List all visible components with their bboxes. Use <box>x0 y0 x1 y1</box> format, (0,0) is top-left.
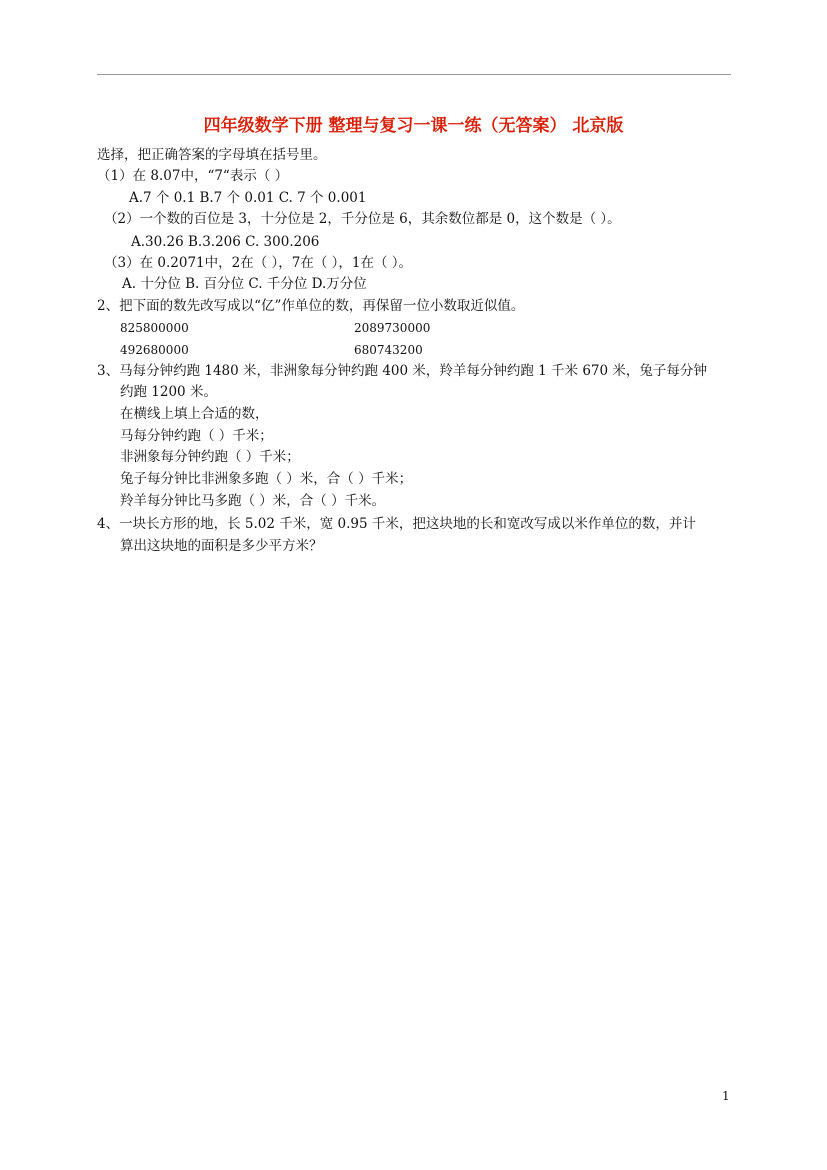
question-2-options: A.30.26 B.3.206 C. 300.206 <box>131 234 320 250</box>
fill-blank-line: 马每分钟约跑（ ）千米； <box>120 428 273 444</box>
number-item: 2089730000 <box>354 321 431 335</box>
section3-stem-line2: 约跑 1200 米。 <box>120 384 217 400</box>
number-item: 492680000 <box>120 343 189 357</box>
number-item: 680743200 <box>354 343 423 357</box>
question-3-stem: （3）在 0.2071中，2在（ ），7在（ ），1在（ ）。 <box>104 255 413 271</box>
section1-instruction: 选择，把正确答案的字母填在括号里。 <box>97 147 327 163</box>
fill-blank-line: 兔子每分钟比非洲象多跑（ ）米，合（ ）千米； <box>120 471 413 487</box>
section3-instruction: 在横线上填上合适的数， <box>120 406 269 422</box>
number-item: 825800000 <box>120 321 189 335</box>
page-number: 1 <box>722 1089 730 1103</box>
section3-stem-line1: 3、马每分钟约跑 1480 米，非洲象每分钟约跑 400 米，羚羊每分钟约跑 1 千米 670 米，兔子每分钟 <box>97 363 707 379</box>
question-2-stem: （2）一个数的百位是 3，十分位是 2，千分位是 6，其余数位都是 0，这个数是（ ）。 <box>104 211 621 227</box>
question-1-options: A.7 个 0.1 B.7 个 0.01 C. 7 个 0.001 <box>129 190 367 206</box>
section4-stem-line2: 算出这块地的面积是多少平方米？ <box>120 538 323 554</box>
fill-blank-line: 非洲象每分钟约跑（ ）千米； <box>120 449 300 465</box>
document-title: 四年级数学下册 整理与复习一课一练（无答案） 北京版 <box>203 116 624 136</box>
question-1-stem: （1）在 8.07中，“7“表示（ ） <box>97 168 289 184</box>
section2-stem: 2、把下面的数先改写成以“亿”作单位的数，再保留一位小数取近似值。 <box>97 298 525 314</box>
question-3-options: A. 十分位 B. 百分位 C. 千分位 D.万分位 <box>122 276 367 292</box>
header-rule <box>97 74 731 75</box>
fill-blank-line: 羚羊每分钟比马多跑（ ）米，合（ ）千米。 <box>120 493 386 509</box>
section4-stem-line1: 4、一块长方形的地，长 5.02 千米，宽 0.95 千米，把这块地的长和宽改写成以米作单位的数，并计 <box>97 516 696 532</box>
